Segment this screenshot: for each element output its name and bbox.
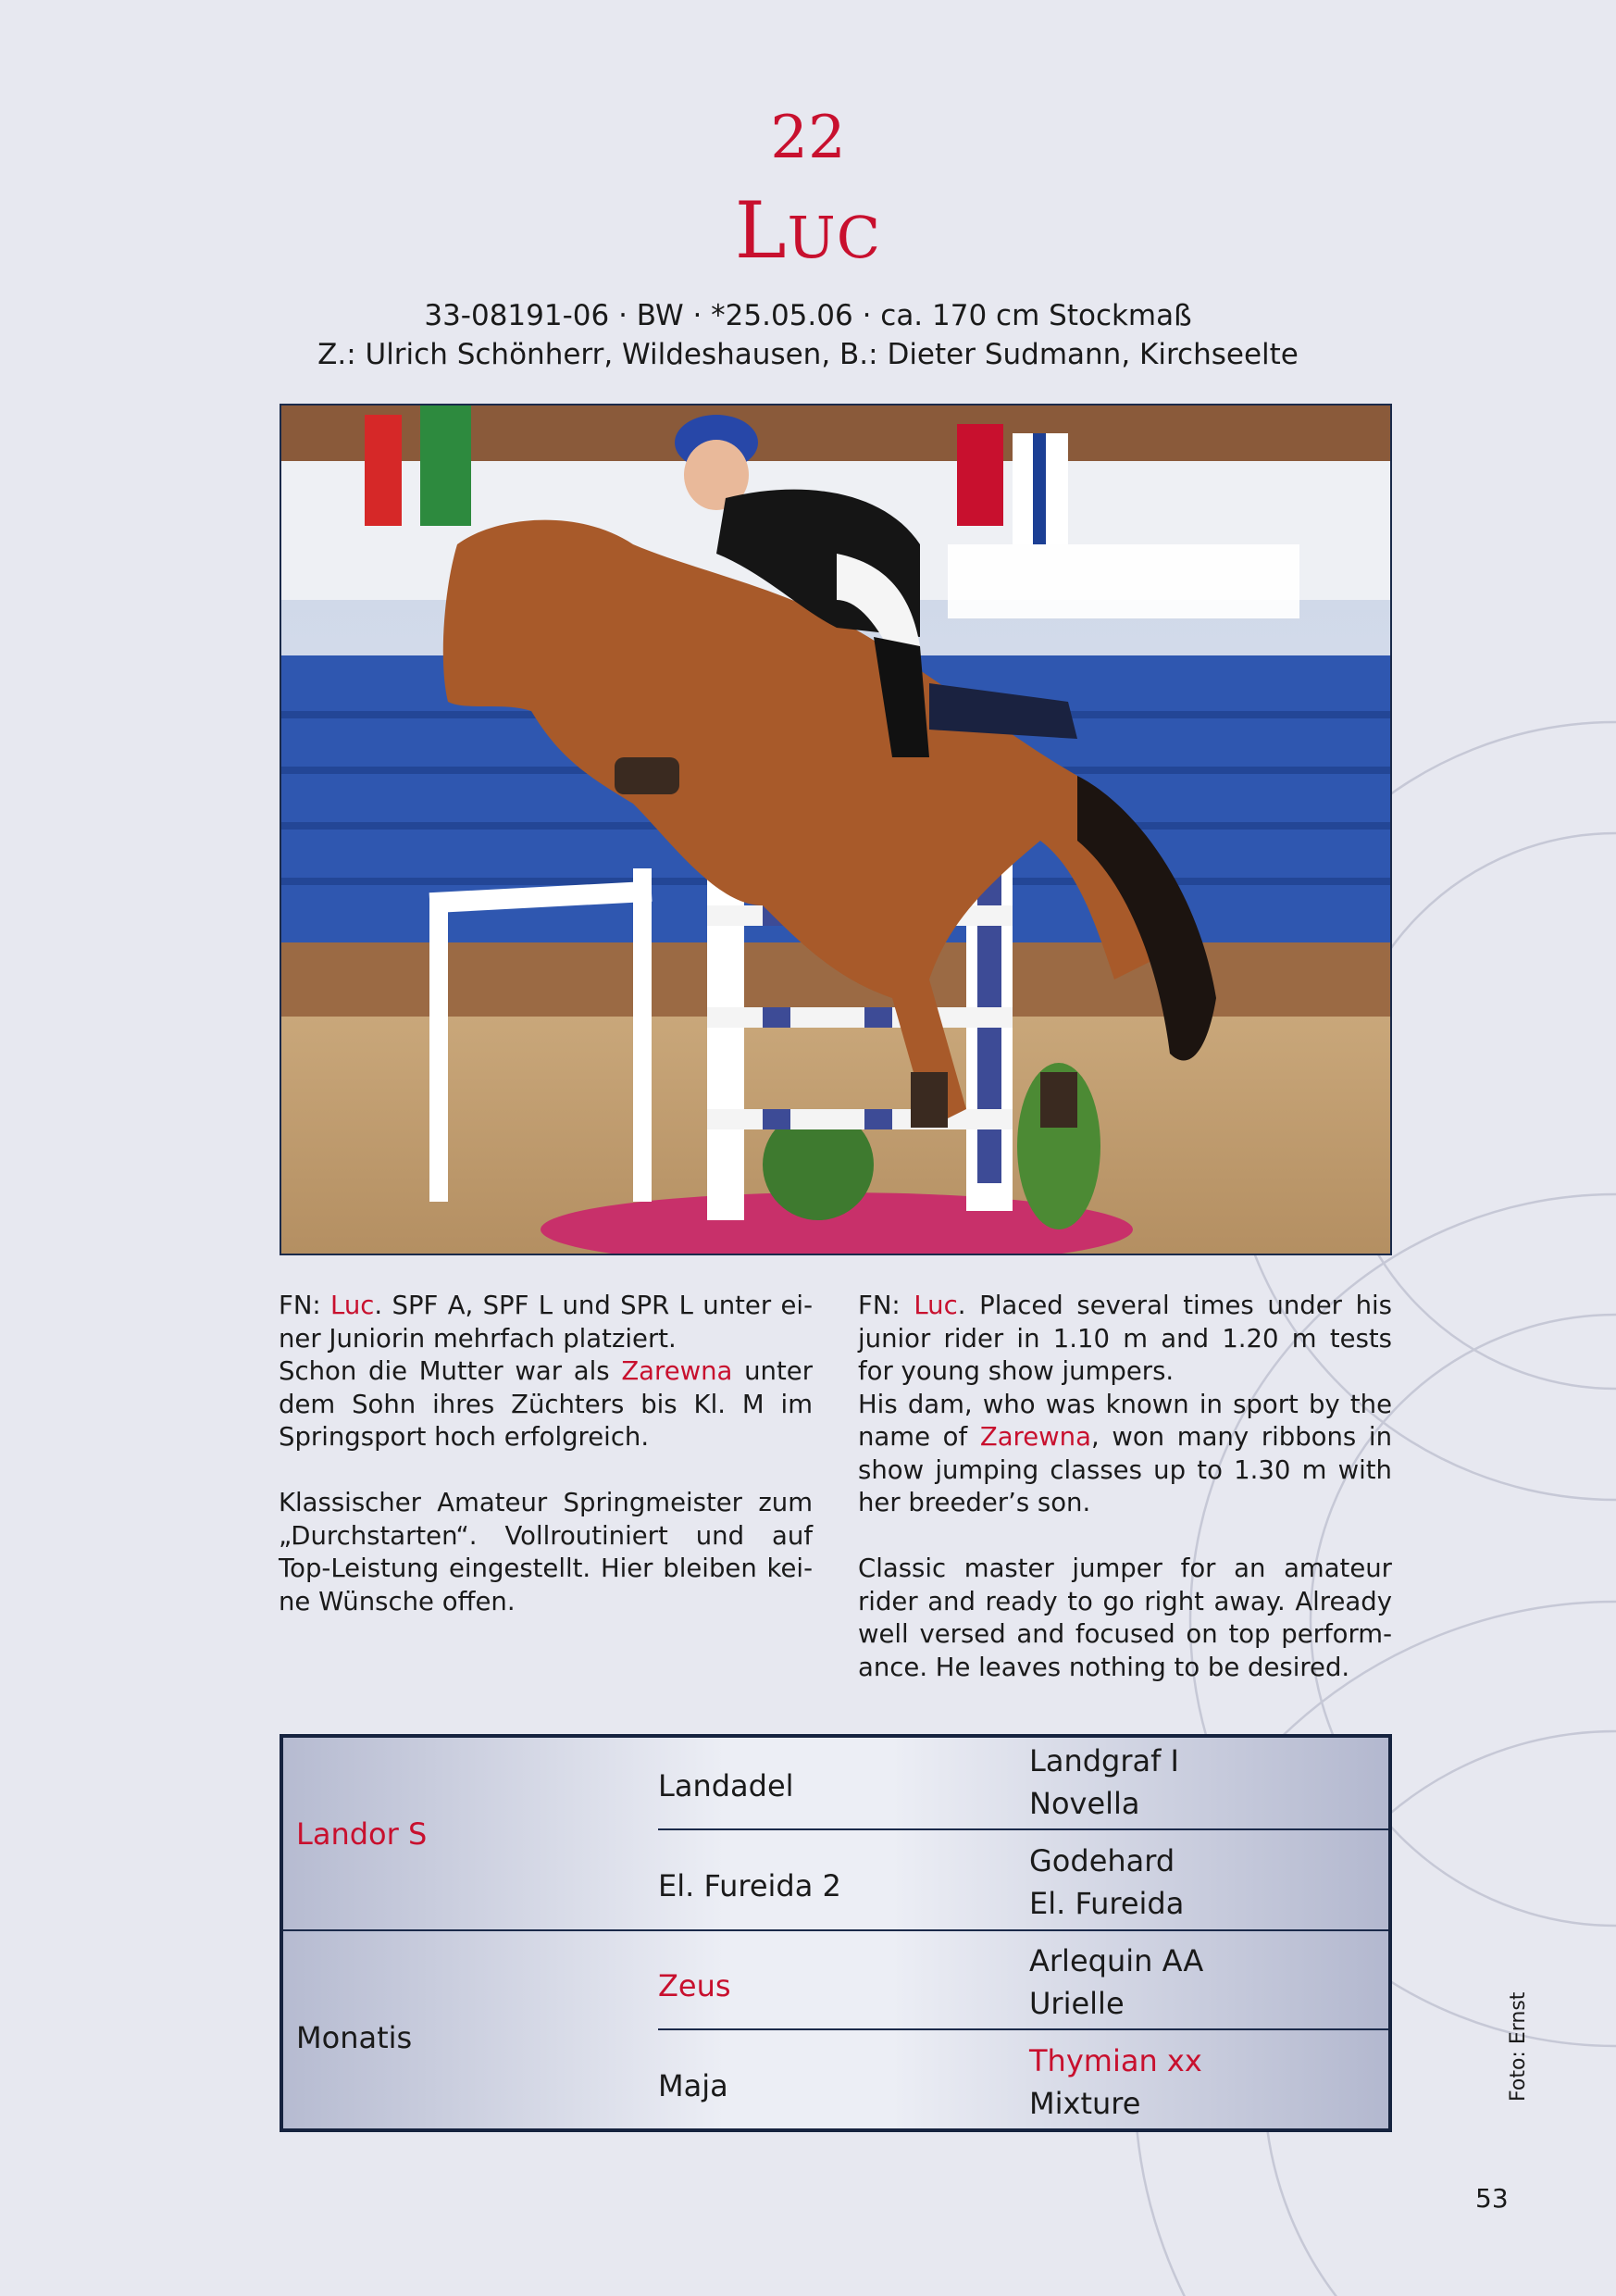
pedigree-dam-dam-dam: Mixture [1029,2086,1141,2121]
pedigree-dam: Monatis [296,2020,413,2055]
dam-name-highlight: Zarewna [621,1356,733,1386]
horse-name-highlight: Luc [330,1291,375,1320]
page-number: 53 [1475,2183,1509,2214]
pedigree-dam-sire: Zeus [658,1968,731,2003]
paragraph-en-2 [858,1389,1392,1520]
horse-photo [280,404,1392,1255]
dam-name-highlight: Zarewna [979,1422,1091,1452]
horse-name-highlight: Luc [914,1291,958,1320]
pedigree-sire: Landor S [296,1816,428,1852]
pedigree-sire-dam-dam: El. Fureida [1029,1886,1185,1921]
paragraph-text: Schon die Mutter war als [279,1356,622,1386]
horse-details-line-2: Z.: Ulrich Schönherr, Wildeshausen, B.: Dieter Sudmann, Kirchseelte [317,338,1299,371]
pedigree-sire-sire-dam: Novella [1029,1786,1140,1821]
paragraph-text: . SPF A, SPF L und SPR L unter einer Juniorin mehrfach platziert. [279,1291,813,1354]
pedigree-sire-dam: El. Fureida 2 [658,1868,841,1903]
horse-details-line-1: 33-08191-06 · BW · *25.05.06 · ca. 170 cm Stockmaß [424,299,1192,332]
paragraph-text: His dam, who was known in sport by the name of [858,1389,1392,1452]
paragraph-text: , won many ribbons in show jumping classes up to 1.30 m with her breeder’s son. [858,1422,1392,1517]
paragraph-de-1 [279,1290,813,1355]
horse-name-rest: UC [787,204,882,271]
lot-number: 22 [770,104,846,172]
pedigree-divider-sire [658,1828,1388,1830]
horse-name [0,185,1616,276]
paragraph-de-3: Klassischer Amateur Springmeister zum „Durchstarten“. Vollroutiniert und auf Top-Leistung eingestellt. Hier bleiben keine Wünsche offen. [279,1488,813,1616]
paragraph-text: unter dem Sohn ihres Züchters bis Kl. M im Springsport hoch erfolgreich. [279,1356,813,1452]
fn-label: FN: [858,1291,914,1320]
paragraph-en-1 [858,1290,1392,1389]
flag-icon [365,415,402,526]
pedigree-dam-dam-sire: Thymian xx [1029,2043,1202,2078]
pedigree-dam-dam: Maja [658,2068,728,2103]
fn-label: FN: [279,1291,331,1320]
photo-credit: Foto: Ernst [1507,1991,1530,2102]
pedigree-table [280,1734,1392,2132]
pedigree-dam-sire-dam: Urielle [1029,1986,1125,2021]
description-english [858,1290,1392,1684]
pedigree-sire-sire: Landadel [658,1768,794,1803]
paragraph-text: . Placed several times under his junior rider in 1.10 m and 1.20 m tests for young show jumpers. [858,1291,1392,1386]
pedigree-divider-main [283,1929,1388,1931]
horse-jump-illustration [281,406,1390,1254]
description-german [279,1290,813,1618]
paragraph-en-3: Classic master jumper for an amateur rider and ready to go right away. Already well versed and focused on top performance. He leaves nothing to be desired. [858,1554,1392,1682]
paragraph-de-2 [279,1355,813,1454]
pedigree-dam-sire-sire: Arlequin AA [1029,1943,1204,1978]
horse-name-initial: L [734,185,788,276]
pedigree-sire-dam-sire: Godehard [1029,1843,1175,1878]
pedigree-sire-sire-sire: Landgraf I [1029,1743,1179,1778]
pedigree-divider-dam [658,2028,1388,2030]
